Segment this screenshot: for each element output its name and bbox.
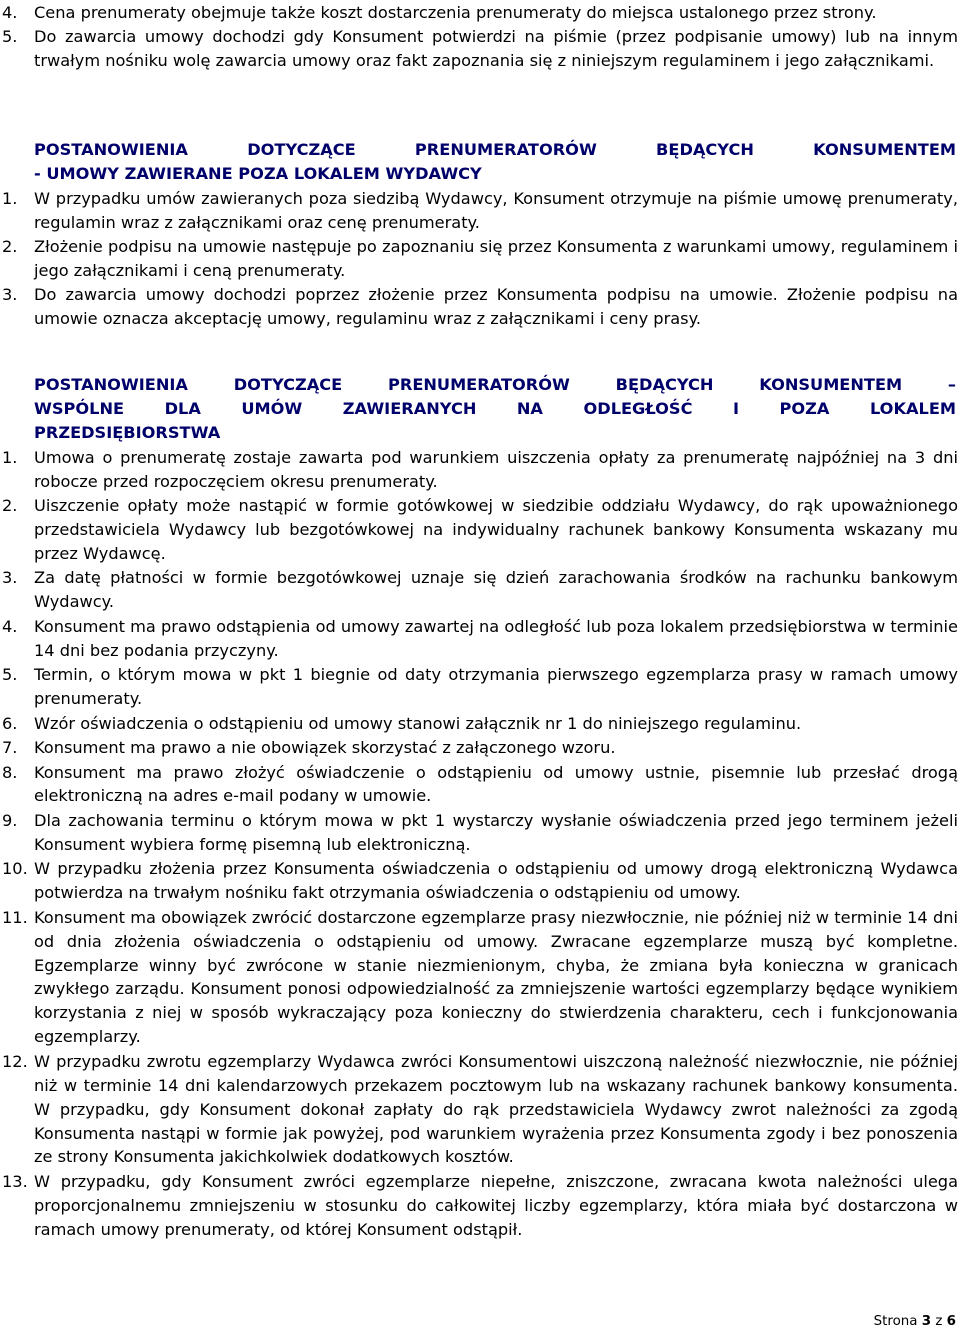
item-number: 1. — [2, 188, 18, 208]
item-number: 4. — [2, 2, 18, 22]
page-footer — [874, 1314, 956, 1329]
heading-line: - UMOWY ZAWIERANE POZA LOKALEM WYDAWCY — [34, 163, 482, 183]
page-total: 6 — [946, 1314, 956, 1329]
list-item — [0, 809, 958, 857]
item-number: 6. — [2, 713, 18, 733]
list-item — [0, 235, 958, 283]
item-number: 2. — [2, 496, 18, 515]
item-number: 13. — [2, 1171, 28, 1191]
list-item — [0, 712, 958, 736]
heading-line: POSTANOWIENIA DOTYCZĄCE PRENUMERATORÓW BĘDĄCYCH KONSUMENTEM — [34, 140, 956, 159]
list-item — [0, 761, 958, 809]
item-text: Wzór oświadczenia o odstąpieniu od umowy stanowi załącznik nr 1 do niniejszego regulaminu. — [34, 713, 802, 733]
list-item — [0, 446, 958, 494]
item-text: W przypadku złożenia przez Konsumenta oświadczenia o odstąpieniu od umowy drogą elektroniczną Wydawca potwierdza na trwałym nośniku fakt otrzymania oświadczenia o odstąpieniu od umowy. — [34, 859, 958, 903]
item-text: Konsument ma prawo a nie obowiązek skorzystać z załączonego wzoru. — [34, 738, 616, 758]
item-text: Za datę płatności w formie bezgotówkowej uznaje się dzień zarachowania środków na rachunku bankowym Wydawcy. — [34, 568, 958, 612]
item-text: Do zawarcia umowy dochodzi poprzez złożenie przez Konsumenta podpisu na umowie. Złożenie podpisu na umowie oznacza akceptację umowy, regulaminu wraz z załącznikami i ceny prasy. — [34, 285, 958, 329]
list-item — [0, 615, 958, 663]
heading-line: POSTANOWIENIA DOTYCZĄCE PRENUMERATORÓW BĘDĄCYCH KONSUMENTEM – — [34, 375, 956, 394]
item-number: 11. — [2, 907, 28, 927]
list-item — [0, 1170, 958, 1242]
item-text: Uiszczenie opłaty może nastąpić w formie gotówkowej w siedzibie oddziału Wydawcy, do rąk upoważnionego przedstawiciela Wydawcy lub bezgotówkowej na indywidualny rachunek bankowy Konsumenta wskazany mu przez Wydawcę. — [34, 496, 958, 563]
item-text: Do zawarcia umowy dochodzi gdy Konsument potwierdzi na piśmie (przez podpisanie umowy) lub na innym trwałym nośniku wolę zawarcia umowy oraz fakt zapoznania się z niniejszym regulaminem i jego załącznikami. — [34, 27, 958, 70]
list-item — [0, 25, 958, 73]
item-number: 2. — [2, 237, 18, 256]
item-text: Konsument ma prawo złożyć oświadczenie o odstąpieniu od umowy ustnie, pisemnie lub przesłać drogą elektroniczną na adres e-mail podany w umowie. — [34, 762, 958, 806]
section2-list — [0, 445, 958, 1242]
section1-list — [0, 186, 958, 331]
list-item — [0, 187, 958, 235]
section-heading-1 — [34, 138, 956, 186]
item-number: 4. — [2, 616, 18, 636]
item-text: Cena prenumeraty obejmuje także koszt dostarczenia prenumeraty do miejsca ustalonego przez strony. — [34, 2, 877, 22]
list-item — [0, 663, 958, 711]
item-text: Konsument ma prawo odstąpienia od umowy zawartej na odległość lub poza lokalem przedsiębiorstwa w terminie 14 dni bez podania przyczyny. — [34, 616, 958, 660]
item-text: Konsument ma obowiązek zwrócić dostarczone egzemplarze prasy niezwłocznie, nie później niż w terminie 14 dni od dnia złożenia oświadczenia o odstąpieniu od umowy. Zwracane egzemplarze muszą być kompletne. Egzemplarze winny być zwrócone w stanie niezmienionym, chyba, że zmiana była konieczna w granicach zwykłego zarządu. Konsument ponosi odpowiedzialność za zmniejszenie wartości egzemplarzy będące wynikiem korzystania z niej w sposób wykraczający poza konieczny do stwierdzenia charakteru, cech i funkcjonowania egzemplarzy. — [34, 907, 958, 1047]
item-text: Umowa o prenumeratę zostaje zawarta pod warunkiem uiszczenia opłaty za prenumeratę najpóźniej na 3 dni robocze przed rozpoczęciem okresu prenumeraty. — [34, 447, 958, 491]
section-heading-2 — [34, 373, 956, 445]
page-label: Strona — [873, 1314, 918, 1329]
item-text: Termin, o którym mowa w pkt 1 biegnie od daty otrzymania pierwszego egzemplarza prasy w ramach umowy prenumeraty. — [34, 665, 958, 709]
top-list — [0, 0, 958, 73]
item-number: 9. — [2, 810, 18, 830]
item-number: 1. — [2, 447, 18, 467]
item-number: 8. — [2, 762, 18, 782]
list-item — [0, 566, 958, 614]
item-number: 10. — [2, 859, 28, 879]
item-number: 3. — [2, 568, 18, 588]
item-number: 7. — [2, 738, 18, 758]
page-current: 3 — [921, 1314, 932, 1329]
list-item — [0, 1, 958, 25]
item-text: W przypadku zwrotu egzemplarzy Wydawca zwróci Konsumentowi uiszczoną należność niezwłocznie, nie później niż w terminie 14 dni kalendarzowych przekazem pocztowym lub na wskazany rachunek bankowy konsumenta. W przypadku, gdy Konsument dokonał zapłaty do rąk przedstawiciela Wydawcy zwrot należności za zgodą Konsumenta nastąpi w formie jak powyżej, pod warunkiem wyrażenia przez Konsumenta zgody i bez ponoszenia ze strony Konsumenta jakichkolwiek dodatkowych kosztów. — [34, 1051, 958, 1167]
item-text: W przypadku, gdy Konsument zwróci egzemplarze niepełne, zniszczone, zwracana kwota należności ulega proporcjonalnemu zmniejszeniu w stosunku do całkowitej liczby egzemplarzy, która miała być dostarczona w ramach umowy prenumeraty, od której Konsument odstąpił. — [34, 1171, 958, 1239]
heading-line: WSPÓLNE DLA UMÓW ZAWIERANYCH NA ODLEGŁOŚĆ I POZA LOKALEM — [34, 398, 956, 418]
item-number: 12. — [2, 1051, 28, 1071]
heading-line: PRZEDSIĘBIORSTWA — [34, 422, 221, 442]
page-separator: z — [935, 1314, 943, 1329]
list-item — [0, 857, 958, 905]
item-text: Dla zachowania terminu o którym mowa w pkt 1 wystarczy wysłanie oświadczenia przed jego terminem jeżeli Konsument wybiera formę pisemną lub elektroniczną. — [34, 810, 958, 854]
list-item — [0, 283, 958, 331]
list-item — [0, 736, 958, 760]
list-item — [0, 1050, 958, 1170]
list-item — [0, 906, 958, 1049]
item-number: 5. — [2, 27, 18, 47]
item-text: W przypadku umów zawieranych poza siedzibą Wydawcy, Konsument otrzymuje na piśmie umowę prenumeraty, regulamin wraz z załącznikami oraz cenę prenumeraty. — [34, 188, 958, 232]
item-number: 3. — [2, 285, 18, 305]
item-text: Złożenie podpisu na umowie następuje po zapoznaniu się przez Konsumenta z warunkami umowy, regulaminem i jego załącznikami i ceną prenumeraty. — [34, 237, 958, 280]
item-number: 5. — [2, 665, 18, 685]
list-item — [0, 494, 958, 566]
